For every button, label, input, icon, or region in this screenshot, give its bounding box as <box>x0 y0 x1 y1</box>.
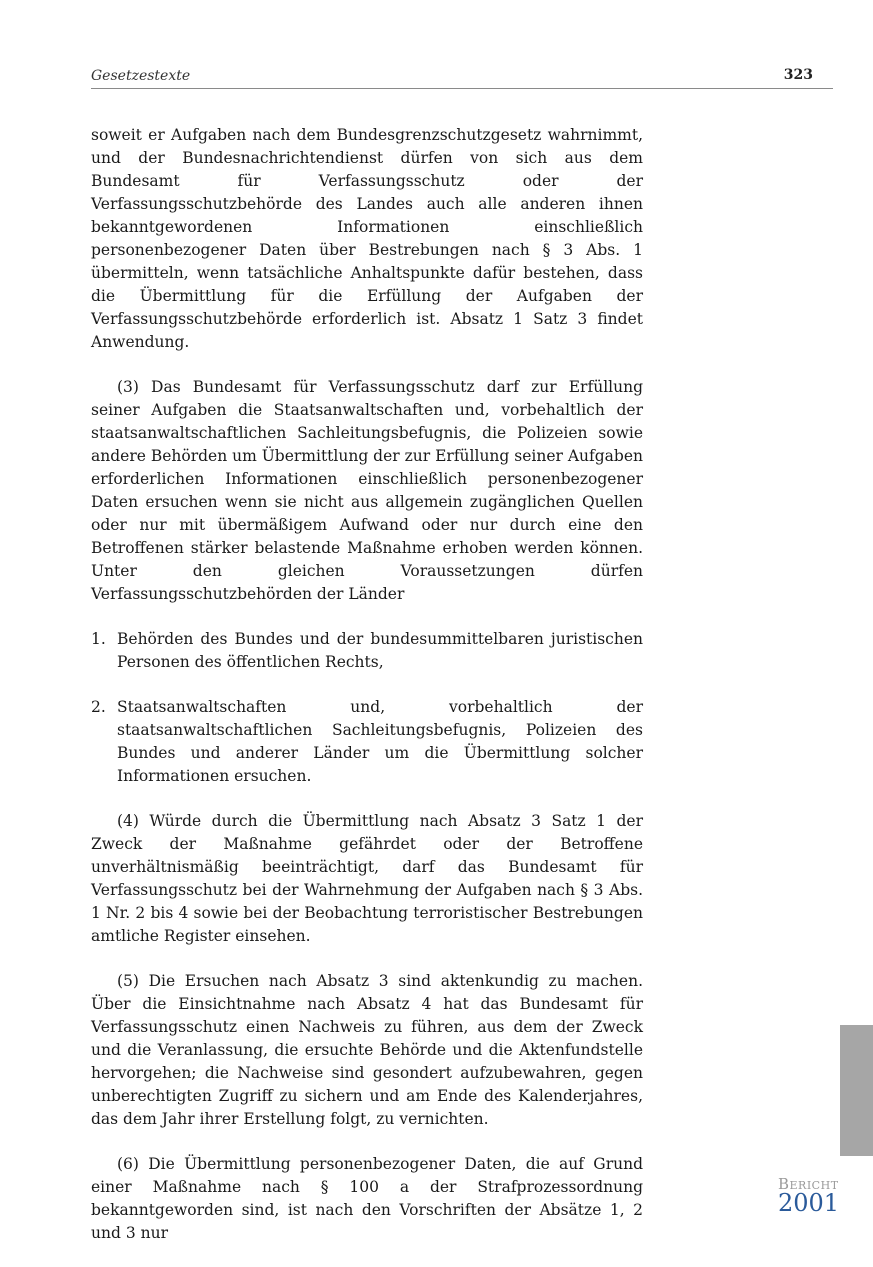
paragraph-4: (4) Würde durch die Übermittlung nach Absatz 3 Satz 1 der Zweck der Maßnahme gefährdet oder der Betroffene unverhältnismäßig beeinträchtigt, darf das Bundesamt für Verfassungsschutz bei der Wahrnehmung der Aufgaben nach § 3 Abs. 1 Nr. 2 bis 4 sowie bei der Beobachtung terroristischer Bestrebungen amtliche Register einsehen. <box>91 812 643 945</box>
paragraph-3: (3) Das Bundesamt für Verfassungsschutz darf zur Erfüllung seiner Aufgaben die Staatsanwaltschaften und, vorbehaltlich der staatsanwaltschaftlichen Sachleitungsbefugnis, die Polizeien sowie andere Behörden um Übermittlung der zur Erfüllung seiner Aufgaben erforderlichen Informationen einschließlich personenbezogener Daten ersuchen wenn sie nicht aus allgemein zugänglichen Quellen oder nur mit übermäßigem Aufwand oder nur durch eine den Betroffenen stärker belastende Maßnahme erhoben werden können. Unter den gleichen Voraussetzungen dürfen Verfassungsschutzbehörden der Länder <box>91 378 643 603</box>
list-item-text: Staatsanwaltschaften und, vorbehaltlich der staatsanwaltschaftlichen Sachleitungsbefugnis, Polizeien des Bundes und anderer Länder um die Übermittlung solcher Informationen ersuchen. <box>117 698 643 785</box>
document-body <box>91 124 643 1267</box>
list-item <box>91 696 643 788</box>
list-item-text: Behörden des Bundes und der bundesummittelbaren juristischen Personen des öffentlichen Rechts, <box>117 630 643 671</box>
report-logo <box>778 1175 858 1217</box>
section-title: Gesetzestexte <box>91 68 191 84</box>
paragraph-6: (6) Die Übermittlung personenbezogener Daten, die auf Grund einer Maßnahme nach § 100 a der Strafprozessordnung bekanntgeworden sind, ist nach den Vorschriften der Absätze 1, 2 und 3 nur <box>91 1155 643 1242</box>
paragraph-continuation: soweit er Aufgaben nach dem Bundesgrenzschutzgesetz wahrnimmt, und der Bundesnachrichtendienst dürfen von sich aus dem Bundesamt für Verfassungsschutz oder der Verfassungsschutzbehörde des Landes auch alle anderen ihnen bekanntgewordenen Informationen einschließlich personenbezogener Daten über Bestrebungen nach § 3 Abs. 1 übermitteln, wenn tatsächliche Anhaltspunkte dafür bestehen, dass die Übermittlung für die Erfüllung der Aufgaben der Verfassungsschutzbehörde erforderlich ist. Absatz 1 Satz 3 findet Anwendung. <box>91 126 643 351</box>
paragraph-5: (5) Die Ersuchen nach Absatz 3 sind aktenkundig zu machen. Über die Einsichtnahme nach Absatz 4 hat das Bundesamt für Verfassungsschutz einen Nachweis zu führen, aus dem der Zweck und die Veranlassung, die ersuchte Behörde und die Aktenfundstelle hervorgehen; die Nachweise sind gesondert aufzubewahren, gegen unberechtigten Zugriff zu sichern und am Ende des Kalenderjahres, das dem Jahr ihrer Erstellung folgt, zu vernichten. <box>91 972 643 1128</box>
chapter-thumb-tab <box>840 1025 873 1156</box>
list-item <box>91 628 643 674</box>
logo-year: 2001 <box>778 1189 840 1217</box>
list-item-number: 2. <box>91 698 106 716</box>
page-number: 323 <box>783 67 813 83</box>
logo-word: Bericht <box>778 1175 839 1193</box>
running-header <box>91 66 833 89</box>
list-item-number: 1. <box>91 630 106 648</box>
